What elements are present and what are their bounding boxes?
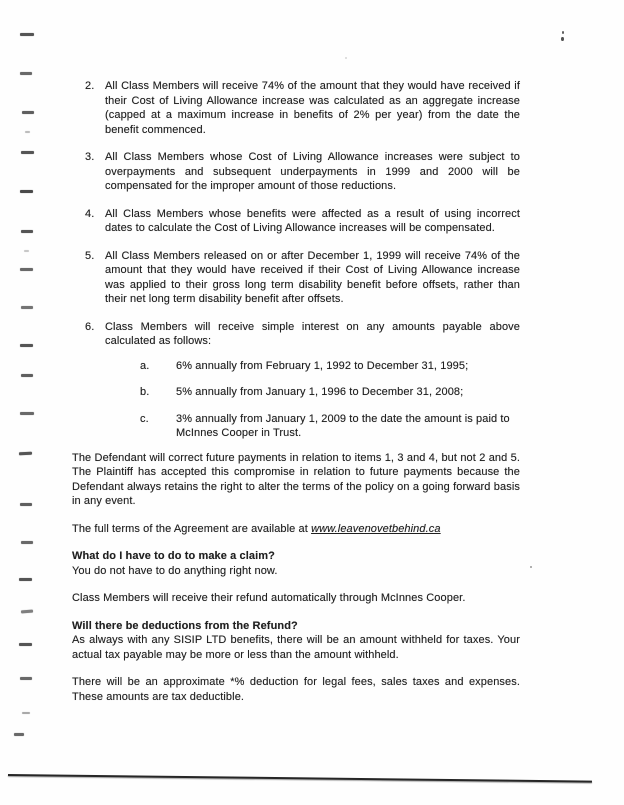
list-item-5 [72,249,520,307]
sub-item-text: 3% annually from January 1, 2009 to the date the amount is paid to McInnes Cooper in Trust. [176,412,510,439]
scan-mark [14,733,24,736]
list-item-number: 3. [85,151,95,163]
list-item-number: 6. [85,320,95,333]
scan-mark [22,111,34,114]
list-item-text: All Class Members will receive 74% of the amount that they would have received if their Cost of Living Allowance increase was calculated as an aggregate increase (capped at a maximum increase in benefits of 2% per year) from the date the benefit commenced. [105,80,520,136]
sub-item-text: 5% annually from January 1, 1996 to December 31, 2008; [176,386,464,398]
scan-mark [20,344,33,347]
scan-mark [21,151,34,154]
list-item-4 [72,207,520,236]
deductions-section [72,619,520,663]
scan-mark [20,268,33,271]
scan-mark [19,452,32,456]
list-item-text: All Class Members whose Cost of Living Allowance increases were subject to overpayments and subsequent underpayments in 1999 and 2000 will be compensated for the improper amount of those reductions. [105,151,520,192]
list-item-3 [72,150,520,194]
fees-paragraph: There will be an approximate *% deduction for legal fees, sales taxes and expenses. These amounts are tax deductible. [72,676,520,703]
scan-line-bottom [8,774,592,783]
scan-mark [21,230,33,233]
refund-auto-paragraph: Class Members will receive their refund automatically through McInnes Cooper. [72,592,466,604]
scan-mark [24,250,29,252]
list-item-text: All Class Members released on or after December 1, 1999 will receive 74% of the amount that they would have received if their Cost of Living Allowance increase was applied to their gross long term disability benefit before offsets, rather than their net long term disability benefit after offsets. [105,249,520,305]
scan-mark [20,503,32,506]
scan-mark [19,643,32,646]
interest-item-c [140,412,520,441]
scan-mark [21,541,33,544]
scan-mark [22,712,30,714]
scan-speck [562,31,564,34]
sub-item-text: 6% annually from February 1, 1992 to December 31, 1995; [176,359,469,372]
list-item-2 [72,79,520,137]
claim-section [72,549,520,578]
full-terms-line [72,522,520,537]
list-item-number: 5. [85,249,95,262]
full-terms-prefix: The full terms of the Agreement are available at [72,522,312,535]
list-item-number: 2. [85,80,95,92]
sub-item-letter: b. [140,386,150,398]
agreement-url: www.leavenovetbehind.ca [311,522,441,535]
document-body [72,79,520,717]
scan-mark [20,412,34,415]
scan-speck [530,566,532,568]
claim-heading: What do I have to do to make a claim? [72,550,275,562]
sub-item-letter: c. [140,412,149,425]
scan-mark [20,33,34,36]
scan-speck [561,37,564,41]
scan-mark [21,306,33,309]
scan-mark [21,374,33,377]
sub-item-letter: a. [140,359,150,372]
list-item-text: All Class Members whose benefits were affected as a result of using incorrect dates to calculate the Cost of Living Allowance increases will be compensated. [105,207,520,234]
scan-mark [20,190,33,193]
scan-mark [19,578,32,581]
paragraph-defendant-corrections: The Defendant will correct future payments in relation to items 1, 3 and 4, but not 2 and 5. The Plaintiff has accepted this compromise in relation to future payments because the Defendant always retains the right to alter the terms of the policy on a going forward basis in any event. [72,451,520,507]
claim-text: You do not have to do anything right now. [72,564,278,577]
scan-mark [20,72,32,75]
list-item-6 [72,320,520,349]
list-item-text: Class Members will receive simple interest on any amounts payable above calculated as follows: [105,320,520,347]
scan-mark [21,610,33,613]
scan-mark [25,131,30,133]
deductions-text: As always with any SISIP LTD benefits, there will be an amount withheld for taxes. Your actual tax payable may be more or less than the amount withheld. [72,634,520,661]
interest-item-b [140,385,520,400]
scan-mark [20,677,32,680]
interest-item-a [140,359,520,374]
scan-speck [345,57,347,59]
list-item-number: 4. [85,207,95,220]
deductions-heading: Will there be deductions from the Refund? [72,619,298,632]
